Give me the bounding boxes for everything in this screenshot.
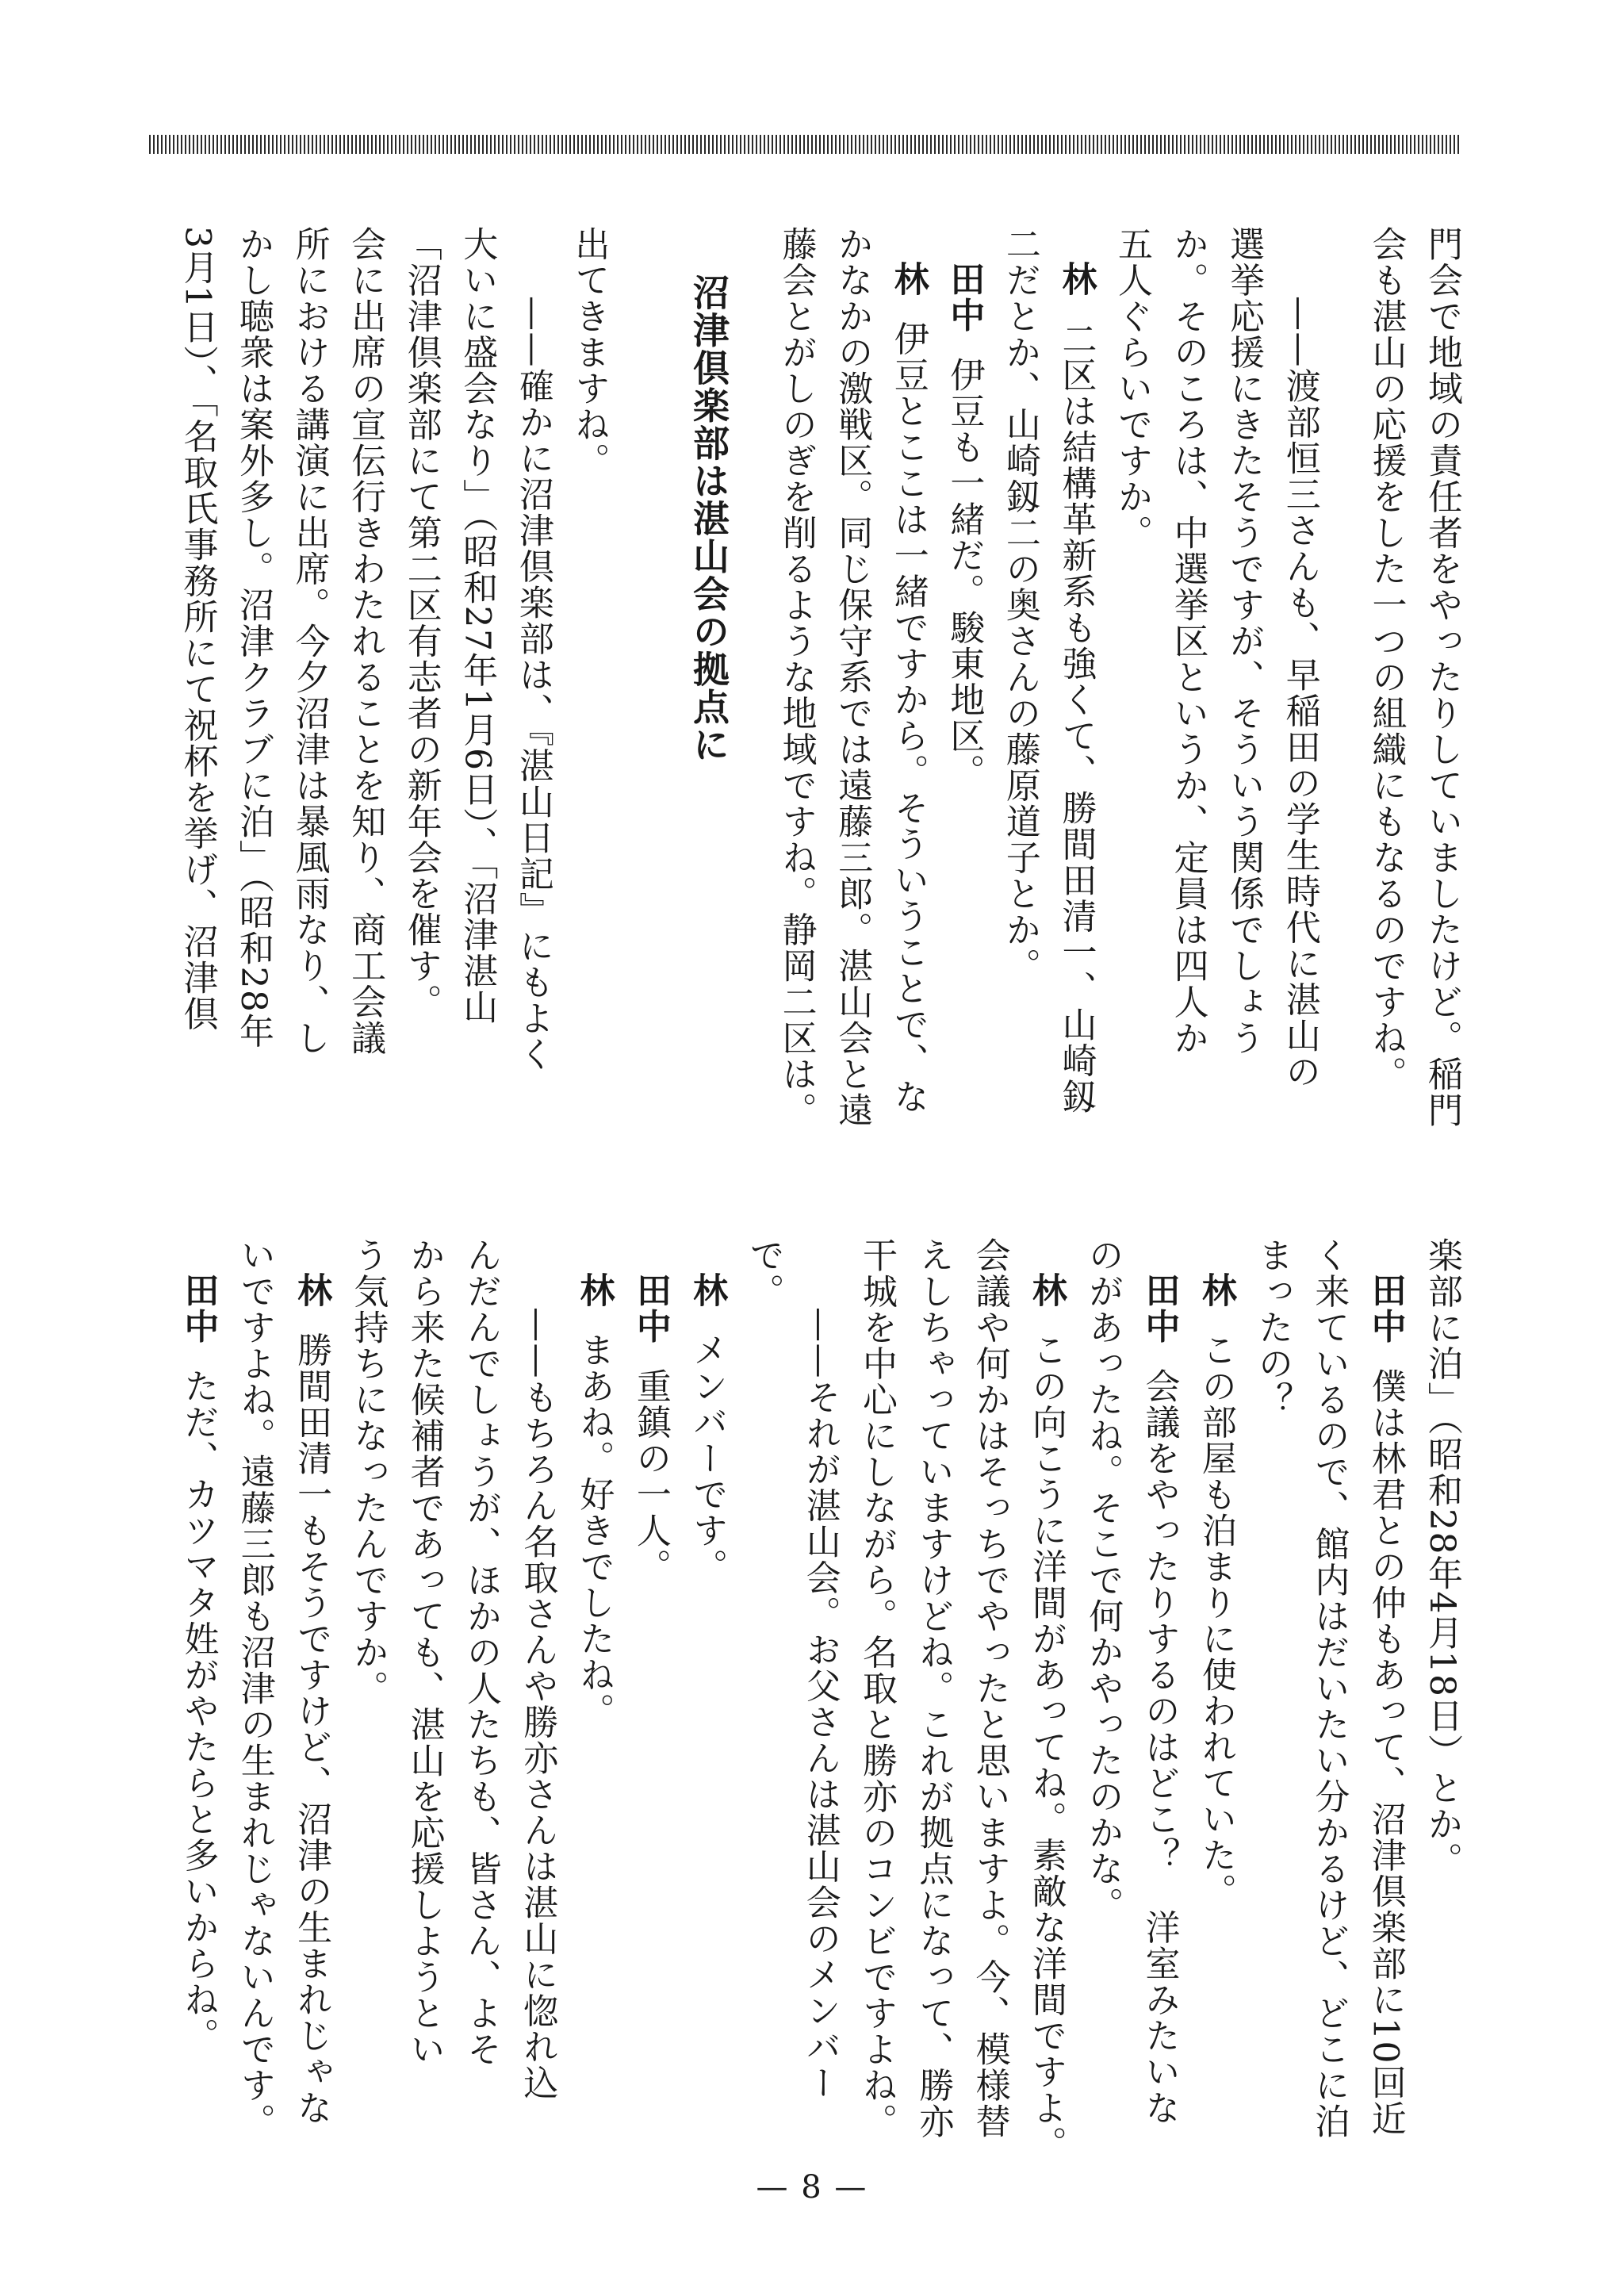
line-text: まあね。好きでしたね。 — [573, 1332, 615, 1729]
line-text: ——もちろん名取さんや勝亦さんは湛山に惚れ込 — [517, 1307, 558, 2101]
line-text: う気持ちになったんですか。 — [347, 1237, 389, 1707]
line-text: 所における講演に出席。今夕沼津は暴風雨なり、し — [289, 226, 330, 1056]
line-text: く来ているので、館内はだいたい分かるけど、どこに泊 — [1308, 1237, 1350, 2140]
speaker-name: 田中 — [178, 1272, 219, 1344]
line-text: 重鎮の一人。 — [630, 1368, 671, 1585]
line-text: 伊豆とここは一緒ですから。そういうことで、な — [887, 320, 929, 1115]
text-line — [214, 226, 274, 1049]
text-line — [757, 226, 817, 1129]
line-text: 楽部に泊」（昭和28年4月18日）とか。 — [1422, 1237, 1462, 1878]
line-text: メンバーです。 — [687, 1332, 728, 1585]
speaker-name: 林 — [1055, 261, 1097, 297]
text-line — [327, 226, 386, 1056]
speaker-name: 林 — [1195, 1272, 1236, 1309]
text-line — [1403, 226, 1462, 1129]
speaker-line — [611, 1237, 671, 1585]
speaker-line — [1177, 1237, 1236, 1910]
speaker-line — [668, 1237, 728, 1585]
text-line — [550, 226, 610, 479]
text-line — [814, 226, 873, 1129]
tier-bottom — [159, 1237, 1462, 2162]
line-text: 「沼津倶楽部にて第二区有志者の新年会を催す。 — [400, 226, 442, 1020]
line-text: 会に出席の宣伝行きわたれることを知り、商工会議 — [345, 226, 386, 1056]
text-line — [1205, 226, 1265, 1056]
text-line — [215, 1237, 275, 2140]
text-line — [439, 226, 498, 1025]
text-line — [442, 1237, 501, 2068]
line-text: 沼津倶楽部は湛山会の拠点に — [687, 274, 730, 764]
text-line — [1093, 226, 1153, 551]
text-line — [837, 1237, 898, 2140]
speaker-name: 林 — [573, 1272, 615, 1309]
line-text: ——確かに沼津倶楽部は、『湛山日記』にもよく — [512, 296, 553, 1072]
speaker-line — [1007, 1237, 1067, 2162]
text-line — [724, 1237, 784, 1309]
line-text: 選挙応援にきたそうですが、そういう関係でしょう — [1224, 226, 1265, 1056]
speaker-name: 林 — [687, 1272, 728, 1309]
line-text: 3月1日）、「名取氏事務所にて祝杯を挙げ、沼津倶 — [177, 226, 218, 1032]
line-text: ——それが湛山会。お父さんは湛山会のメンバー — [799, 1307, 841, 2101]
line-text: 二区は結構革新系も強くて、勝間田清一、山崎釼 — [1055, 320, 1097, 1115]
speaker-line — [925, 226, 985, 790]
speaker-name: 林 — [291, 1272, 332, 1309]
line-text: 伊豆も一緒だ。駿東地区。 — [944, 357, 985, 790]
text-line — [385, 1237, 445, 2068]
text-line — [981, 226, 1040, 984]
line-text: ——渡部恒三さんも、早稲田の学生時代に湛山の — [1279, 296, 1320, 1090]
text-line — [950, 1237, 1010, 2140]
speaker-name: 林 — [887, 261, 929, 297]
text-line — [1149, 226, 1208, 1056]
line-text: 門会で地域の責任者をやったりしていましたけど。稲門 — [1422, 226, 1462, 1129]
speaker-name: 田中 — [944, 261, 985, 333]
speaker-line — [869, 226, 929, 1115]
line-text: いですよね。遠藤三郎も沼津の生まれじゃないんです。 — [234, 1237, 275, 2140]
line-text: か。そのころは、中選挙区というか、定員は四人か — [1167, 226, 1208, 1056]
line-text: この向こうに洋間があってね。素敵な洋間ですよ。 — [1025, 1332, 1067, 2162]
text-line — [494, 226, 553, 1072]
text-line — [382, 226, 442, 1020]
page-number: — 8 — — [756, 2169, 868, 2206]
speaker-name: 林 — [1025, 1272, 1067, 1309]
header-rule — [149, 135, 1459, 154]
line-text: ただ、カツマタ姓がやたらと多いからね。 — [178, 1368, 219, 2054]
text-line — [1063, 1237, 1124, 1923]
speaker-name: 田中 — [1365, 1272, 1406, 1344]
line-text: 会議をやったりするのはどこ？ 洋室みたいな — [1139, 1368, 1180, 2126]
text-line — [1403, 1237, 1462, 1878]
line-text: 二だとか、山崎釼二の奥さんの藤原道子とか。 — [999, 226, 1040, 984]
section-heading — [637, 226, 730, 764]
line-text: かなかの激戦区。同じ保守系では遠藤三郎。湛山会と遠 — [832, 226, 873, 1129]
text-line — [1347, 226, 1407, 1092]
text-line — [1261, 226, 1320, 1090]
text-line — [270, 226, 330, 1056]
line-text: 会も湛山の応援をした一つの組織にもなるのですね。 — [1365, 226, 1407, 1092]
line-text: で。 — [743, 1237, 784, 1309]
line-text: 会議や何かはそっちでやったと思いますよ。今、模様替 — [969, 1237, 1010, 2140]
text-line — [328, 1237, 389, 1707]
line-text: えしちゃっていますけどね。これが拠点になって、勝亦 — [913, 1237, 954, 2140]
line-text: のがあったね。そこで何かやったのかな。 — [1082, 1237, 1124, 1923]
text-line — [1289, 1237, 1350, 2140]
speaker-line — [554, 1237, 615, 1729]
line-text: んだんでしょうが、ほかの人たちも、皆さん、よそ — [460, 1237, 501, 2068]
line-text: 干城を中心にしながら。名取と勝亦のコンビですよね。 — [856, 1237, 898, 2140]
speaker-name: 田中 — [630, 1272, 671, 1344]
line-text: 出てきますね。 — [569, 226, 610, 479]
tier-top — [159, 226, 1462, 1170]
text-line — [498, 1237, 558, 2101]
text-line — [894, 1237, 954, 2140]
line-text: この部屋も泊まりに使われていた。 — [1195, 1332, 1236, 1910]
text-line — [159, 226, 218, 1032]
line-text: 大いに盛会なり」（昭和27年1月6日）、「沼津湛山 — [457, 226, 498, 1025]
line-text: 僕は林君との仲もあって、沼津倶楽部に10回近 — [1365, 1368, 1406, 2137]
line-text: 勝間田清一もそうですけど、沼津の生まれじゃな — [291, 1332, 332, 2126]
line-text: かし聴衆は案外多し。沼津クラブに泊」（昭和28年 — [233, 226, 274, 1049]
speaker-line — [1346, 1237, 1406, 2137]
text-line — [780, 1237, 841, 2101]
line-text: から来た候補者であっても、湛山を応援しようとい — [404, 1237, 445, 2068]
line-text: 五人ぐらいですか。 — [1112, 226, 1153, 551]
text-line — [1233, 1237, 1293, 1418]
speaker-line — [159, 1237, 219, 2054]
speaker-line — [272, 1237, 332, 2126]
speaker-line — [1037, 226, 1097, 1115]
speaker-line — [1120, 1237, 1180, 2126]
line-text: まったの？ — [1252, 1237, 1293, 1418]
speaker-name: 田中 — [1139, 1272, 1180, 1344]
line-text: 藤会とがしのぎを削るような地域ですね。静岡二区は。 — [776, 226, 817, 1129]
